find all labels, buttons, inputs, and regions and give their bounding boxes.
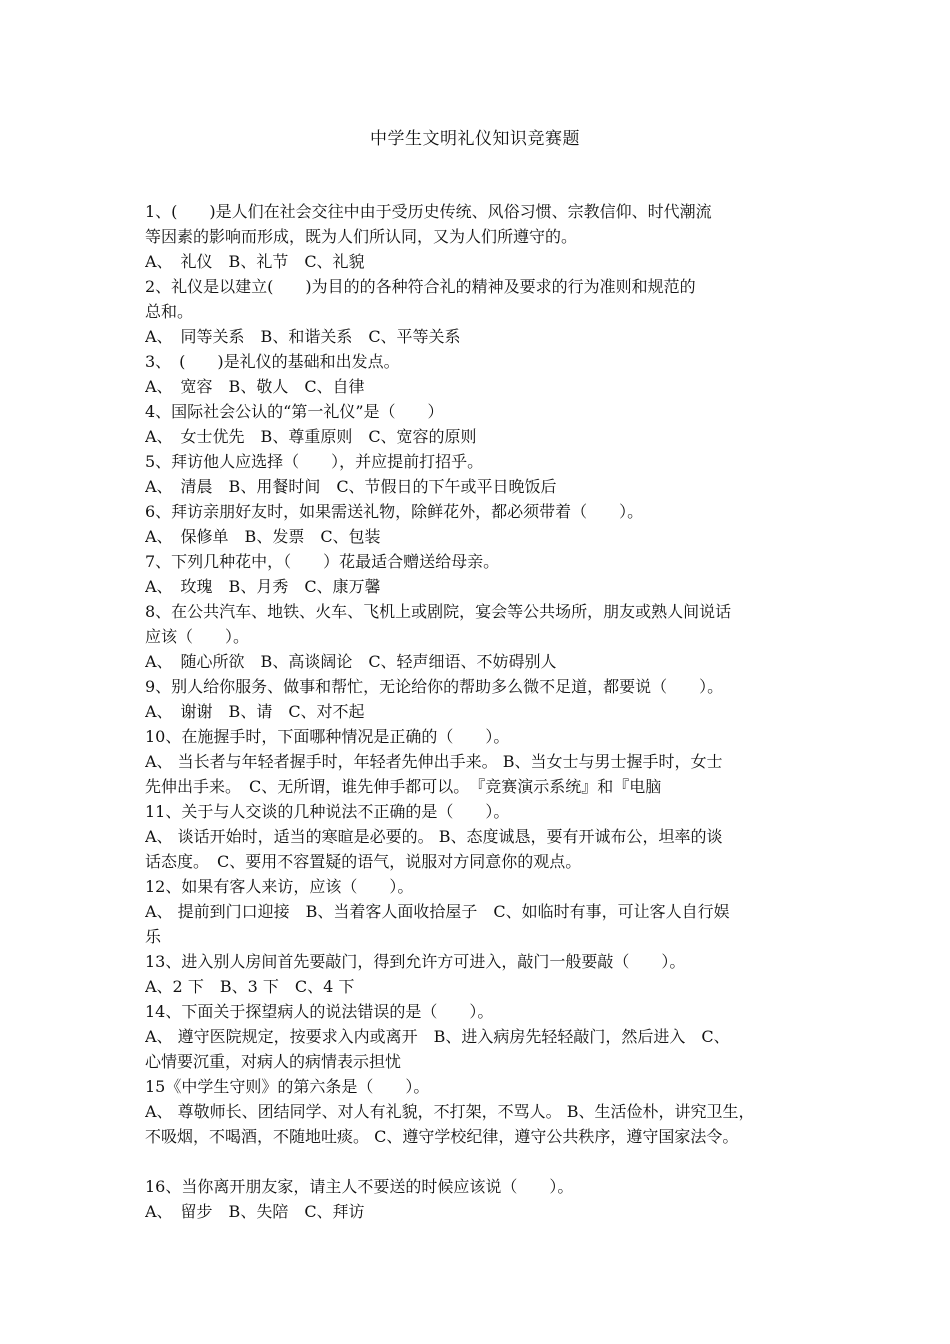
text-line: 8、在公共汽车、地铁、火车、飞机上或剧院，宴会等公共场所，朋友或熟人间说话 (145, 602, 732, 621)
quiz-body (145, 199, 811, 1224)
text-line: 不吸烟，不喝酒，不随地吐痰。 C、遵守学校纪律，遵守公共秩序，遵守国家法令。 (145, 1127, 739, 1146)
text-line: A、 随心所欲 B、高谈阔论 C、轻声细语、不妨碍别人 (145, 652, 557, 671)
document-title: 中学生文明礼仪知识竞赛题 (370, 129, 580, 149)
text-line: A、 保修单 B、发票 C、包装 (145, 527, 381, 546)
text-line (145, 1149, 811, 1174)
text-line: A、 遵守医院规定，按要求入内或离开 B、进入病房先轻轻敲门，然后进入 C、 (145, 1027, 730, 1046)
text-line: 心情要沉重，对病人的病情表示担忧 (145, 1052, 402, 1071)
text-line: 12、如果有客人来访，应该（ ）。 (145, 877, 414, 896)
text-line: A、 谈话开始时，适当的寒暄是必要的。 B、态度诚恳，要有开诚布公，坦率的谈 (145, 827, 723, 846)
text-line: 13、进入别人房间首先要敲门，得到允许方可进入，敲门一般要敲（ ）。 (145, 952, 686, 971)
text-line: 15《中学生守则》的第六条是（ ）。 (145, 1077, 430, 1096)
text-line: 1、( )是人们在社会交往中由于受历史传统、风俗习惯、宗教信仰、时代潮流 (145, 202, 712, 221)
text-line: 先伸出手来。 C、无所谓，谁先伸手都可以。 『竞赛演示系统』和『电脑 (145, 777, 662, 796)
text-line: A、 清晨 B、用餐时间 C、节假日的下午或平日晚饭后 (145, 477, 557, 496)
text-line: 总和。 (145, 302, 194, 321)
text-line: 6、拜访亲朋好友时，如果需送礼物，除鲜花外，都必须带着（ ）。 (145, 502, 644, 521)
text-line: 14、下面关于探望病人的说法错误的是（ ）。 (145, 1002, 494, 1021)
text-line: 话态度。 C、要用不容置疑的语气，说服对方同意你的观点。 (145, 852, 582, 871)
text-line: A、 提前到门口迎接 B、当着客人面收拾屋子 C、如临时有事，可让客人自行娱 (145, 902, 730, 921)
text-line: 5、拜访他人应选择（ ），并应提前打招乎。 (145, 452, 484, 471)
text-line: A、 谢谢 B、请 C、对不起 (145, 702, 365, 721)
text-line: A、 留步 B、失陪 C、拜访 (145, 1202, 365, 1221)
text-line: 2、礼仪是以建立( )为目的的各种符合礼的精神及要求的行为准则和规范的 (145, 277, 696, 296)
text-line: A、 玫瑰 B、月秀 C、康万馨 (145, 577, 381, 596)
text-line: 9、别人给你服务、做事和帮忙，无论给你的帮助多么微不足道，都要说（ ）。 (145, 677, 724, 696)
text-line: 乐 (145, 927, 162, 946)
text-line: A、 宽容 B、敬人 C、自律 (145, 377, 365, 396)
text-line: A、 女士优先 B、尊重原则 C、宽容的原则 (145, 427, 477, 446)
text-line: 应该（ ）。 (145, 627, 250, 646)
text-line: A、 尊敬师长、团结同学、对人有礼貌，不打架，不骂人。 B、生活俭朴，讲究卫生， (145, 1102, 755, 1121)
text-line: 等因素的影响而形成，既为人们所认同，又为人们所遵守的。 (145, 227, 578, 246)
text-line: 3、 ( )是礼仪的基础和出发点。 (145, 352, 400, 371)
text-line: A、2 下 B、3 下 C、4 下 (145, 977, 355, 996)
text-line: 16、当你离开朋友家，请主人不要送的时候应该说（ ）。 (145, 1177, 574, 1196)
text-line: A、 礼仪 B、礼节 C、礼貌 (145, 252, 365, 271)
text-line: A、 同等关系 B、和谐关系 C、平等关系 (145, 327, 461, 346)
text-line: 4、国际社会公认的“第一礼仪”是（ ） (145, 402, 444, 421)
text-line: A、 当长者与年轻者握手时，年轻者先伸出手来。 B、当女士与男士握手时，女士 (145, 752, 723, 771)
text-line: 7、下列几种花中，（ ）花最适合赠送给母亲。 (145, 552, 500, 571)
text-line: 11、关于与人交谈的几种说法不正确的是（ ）。 (145, 802, 510, 821)
text-line: 10、在施握手时，下面哪种情况是正确的（ ）。 (145, 727, 510, 746)
